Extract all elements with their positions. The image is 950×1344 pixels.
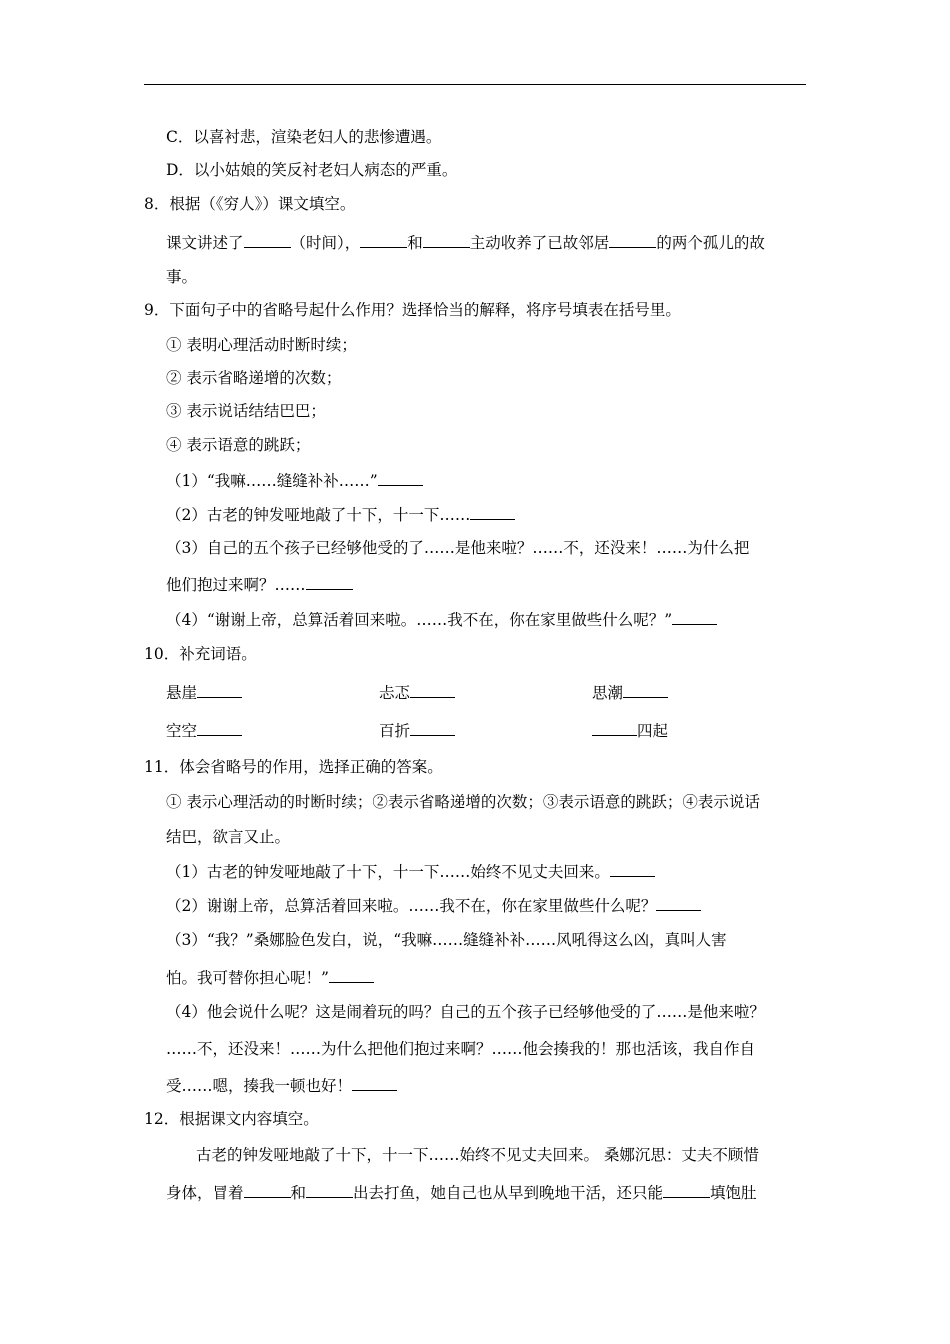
q10-word-1 (166, 682, 242, 703)
q10-word-3 (592, 682, 668, 703)
q8-blank-person1[interactable] (360, 232, 407, 248)
q8-stem: 8．根据（《穷人》）课文填空。 (144, 195, 356, 213)
q10-word-6-blank[interactable] (592, 720, 637, 736)
q7-option-d: D．以小姑娘的笑反衬老妇人病态的严重。 (166, 161, 458, 179)
q9-sentence-2-text: （2）古老的钟发哑地敲了十下，十一下…… (166, 506, 471, 524)
q12-text-2: 和 (290, 1184, 307, 1202)
q11-stem: 11．体会省略号的作用，选择正确的答案。 (144, 758, 443, 776)
q11-sentence-4b: ……不，还没来！……为什么把他们抱过来啊？……他会揍我的！那也活该，我自作自 (166, 1040, 756, 1058)
q10-word-3-blank[interactable] (623, 682, 668, 698)
q10-word-1-text: 悬崖 (166, 684, 198, 702)
q9-sentence-3b (166, 574, 353, 595)
q9-sentence-1 (166, 470, 423, 491)
q10-word-4-text: 空空 (166, 722, 198, 740)
q8-text-2: （时间）， (290, 234, 361, 252)
q11-answer-1-blank[interactable] (610, 861, 655, 877)
q9-sentence-2 (166, 504, 515, 525)
q10-word-6 (592, 720, 668, 741)
q11-options-line2: 结巴，欲言又止。 (166, 828, 291, 846)
q8-text-5: 的两个孤儿的故 (656, 234, 765, 252)
q8-text-1: 课文讲述了 (166, 234, 244, 252)
q12-text-3: 出去打鱼，她自己也从早到晚地干活，还只能 (353, 1184, 664, 1202)
q9-sentence-3b-text: 他们抱过来啊？…… (166, 576, 306, 594)
q9-answer-3-blank[interactable] (306, 574, 353, 590)
q8-text-3: 和 (407, 234, 423, 252)
q9-option-1: ① 表明心理活动时断时续； (166, 336, 357, 354)
q9-stem: 9．下面句子中的省略号起什么作用？选择恰当的解释，将序号填表在括号里。 (144, 301, 681, 319)
q8-blank-time[interactable] (244, 232, 291, 248)
q9-option-3: ③ 表示说话结结巴巴； (166, 402, 326, 420)
q9-option-2: ② 表示省略递增的次数； (166, 369, 342, 387)
q11-sentence-4c (166, 1075, 397, 1096)
q8-text-4: 主动收养了已故邻居 (469, 234, 610, 252)
q9-option-4: ④ 表示语意的跳跃； (166, 436, 311, 454)
q10-word-4-blank[interactable] (197, 720, 242, 736)
q11-answer-3-blank[interactable] (329, 967, 374, 983)
q8-blank-neighbor[interactable] (609, 232, 656, 248)
q9-sentence-3a: （3）自己的五个孩子已经够他受的了……是他来啦？……不，还没来！……为什么把 (166, 539, 750, 557)
q10-word-5-text: 百折 (379, 722, 411, 740)
q10-word-5 (379, 720, 455, 741)
q9-answer-1-blank[interactable] (378, 470, 423, 486)
q11-answer-4-blank[interactable] (352, 1075, 397, 1091)
q10-stem: 10．补充词语。 (144, 645, 257, 663)
q11-answer-2-blank[interactable] (656, 895, 701, 911)
q12-text-1: 身体，冒着 (166, 1184, 244, 1202)
q12-blank-3[interactable] (663, 1182, 710, 1198)
q10-word-4 (166, 720, 242, 741)
q11-sentence-1 (166, 861, 655, 882)
q8-line1 (166, 232, 765, 253)
q10-word-2-blank[interactable] (410, 682, 455, 698)
q9-sentence-4-text: （4）“谢谢上帝，总算活着回来啦。……我不在，你在家里做些什么呢？” (166, 611, 673, 629)
q7-option-c: C．以喜衬悲，渲染老妇人的悲惨遭遇。 (166, 128, 442, 146)
q12-paragraph-line1: 古老的钟发哑地敲了十下，十一下……始终不见丈夫回来。 桑娜沉思：丈夫不顾惜 (196, 1146, 759, 1164)
q11-sentence-2 (166, 895, 701, 916)
q11-sentence-3a: （3）“我？”桑娜脸色发白，说，“我嘛……缝缝补补……风吼得这么凶，真叫人害 (166, 931, 727, 949)
q9-answer-2-blank[interactable] (470, 504, 515, 520)
q11-sentence-1-text: （1）古老的钟发哑地敲了十下，十一下……始终不见丈夫回来。 (166, 863, 610, 881)
header-rule (144, 84, 806, 85)
q12-stem: 12．根据课文内容填空。 (144, 1110, 319, 1128)
q11-sentence-3b-text: 怕。我可替你担心呢！” (166, 969, 329, 987)
q11-sentence-2-text: （2）谢谢上帝，总算活着回来啦。……我不在，你在家里做些什么呢？ (166, 897, 657, 915)
q8-blank-person2[interactable] (423, 232, 470, 248)
q10-word-3-text: 思潮 (592, 684, 624, 702)
q10-word-2-text: 忐忑 (379, 684, 411, 702)
q8-line2: 事。 (166, 268, 198, 286)
q12-text-4: 填饱肚 (710, 1184, 757, 1202)
q9-sentence-1-text: （1）“我嘛……缝缝补补……” (166, 472, 378, 490)
q12-paragraph-line2 (166, 1182, 757, 1203)
q12-blank-2[interactable] (306, 1182, 353, 1198)
q9-sentence-4 (166, 609, 717, 630)
q10-word-2 (379, 682, 455, 703)
q12-blank-1[interactable] (244, 1182, 291, 1198)
q11-sentence-3b (166, 967, 374, 988)
q10-word-5-blank[interactable] (410, 720, 455, 736)
q11-options-line1: ① 表示心理活动的时断时续；②表示省略递增的次数；③表示语意的跳跃；④表示说话 (166, 793, 760, 811)
q11-sentence-4c-text: 受……嗯，揍我一顿也好！ (166, 1077, 353, 1095)
q10-word-6-text: 四起 (637, 722, 669, 740)
q9-answer-4-blank[interactable] (672, 609, 717, 625)
q10-word-1-blank[interactable] (197, 682, 242, 698)
q11-sentence-4a: （4）他会说什么呢？这是闹着玩的吗？自己的五个孩子已经够他受的了……是他来啦？ (166, 1003, 765, 1021)
